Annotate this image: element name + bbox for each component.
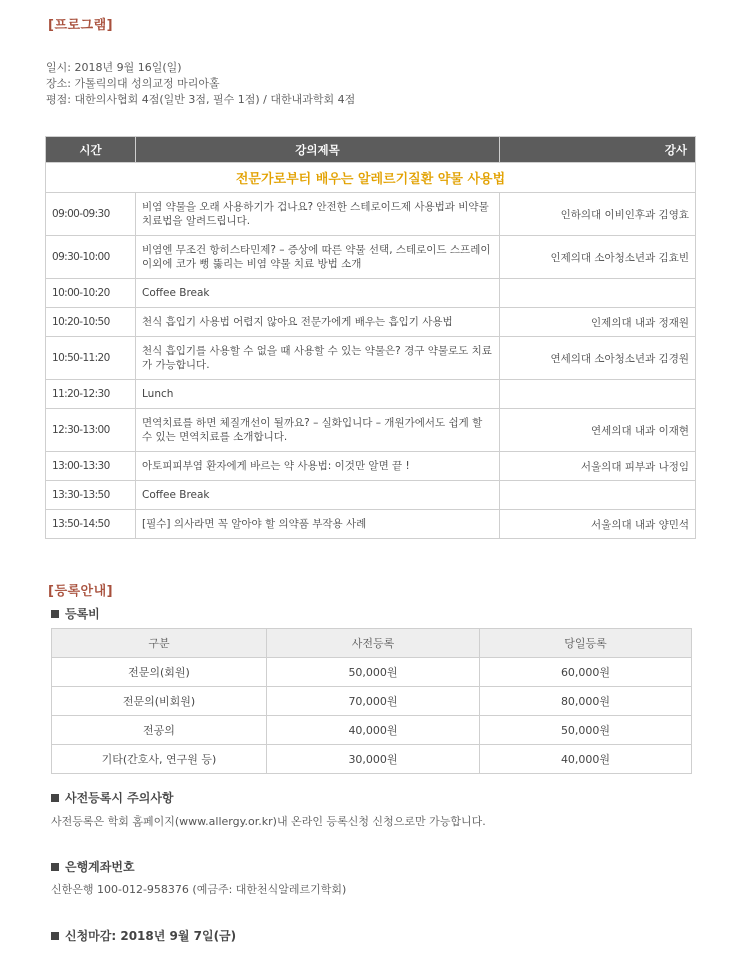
table-row bbox=[46, 481, 696, 510]
fee-category: 전공의 bbox=[52, 716, 267, 745]
table-row bbox=[46, 337, 696, 380]
table-row bbox=[46, 236, 696, 279]
bank-heading bbox=[51, 858, 135, 875]
row-speaker: 연세의대 소아청소년과 김경원 bbox=[500, 337, 696, 380]
table-row bbox=[46, 193, 696, 236]
fee-table bbox=[51, 628, 692, 774]
fee-pre: 30,000원 bbox=[267, 745, 480, 774]
row-title: Lunch bbox=[136, 380, 500, 409]
col-speaker-header: 강사 bbox=[500, 137, 696, 163]
row-speaker bbox=[500, 481, 696, 510]
notice-heading-label: 사전등록시 주의사항 bbox=[65, 791, 174, 805]
notice-heading bbox=[51, 789, 174, 806]
fee-onsite: 60,000원 bbox=[480, 658, 692, 687]
fee-col-category: 구분 bbox=[52, 629, 267, 658]
col-title-header: 강의제목 bbox=[136, 137, 500, 163]
table-row bbox=[46, 409, 696, 452]
row-title: Coffee Break bbox=[136, 481, 500, 510]
event-info bbox=[46, 60, 355, 108]
row-title: 비염엔 무조건 항히스타민제? – 증상에 따른 약물 선택, 스테로이드 스프레이 이외에 코가 뻥 뚫리는 비염 약물 치료 방법 소개 bbox=[136, 236, 500, 279]
col-time-header: 시간 bbox=[46, 137, 136, 163]
fee-heading bbox=[51, 605, 100, 622]
row-time: 13:00-13:30 bbox=[46, 452, 136, 481]
row-time: 11:20-12:30 bbox=[46, 380, 136, 409]
deadline-heading bbox=[51, 927, 236, 944]
fee-pre: 70,000원 bbox=[267, 687, 480, 716]
row-title: Coffee Break bbox=[136, 279, 500, 308]
program-heading: [프로그램] bbox=[48, 18, 114, 33]
fee-onsite: 50,000원 bbox=[480, 716, 692, 745]
square-bullet-icon bbox=[51, 794, 59, 802]
square-bullet-icon bbox=[51, 863, 59, 871]
fee-col-pre: 사전등록 bbox=[267, 629, 480, 658]
row-speaker: 인하의대 이비인후과 김영효 bbox=[500, 193, 696, 236]
row-title: [필수] 의사라면 꼭 알아야 할 의약품 부작용 사례 bbox=[136, 510, 500, 539]
session-title-row bbox=[46, 163, 696, 193]
fee-heading-label: 등록비 bbox=[65, 607, 100, 621]
event-credits: 평점: 대한의사협회 4점(일반 3점, 필수 1점) / 대한내과학회 4점 bbox=[46, 93, 356, 106]
table-row bbox=[46, 510, 696, 539]
fee-onsite: 80,000원 bbox=[480, 687, 692, 716]
row-speaker bbox=[500, 279, 696, 308]
registration-heading: [등록안내] bbox=[48, 584, 114, 599]
fee-col-onsite: 당일등록 bbox=[480, 629, 692, 658]
session-title: 전문가로부터 배우는 알레르기질환 약물 사용법 bbox=[46, 163, 696, 193]
row-title: 천식 흡입기 사용법 어렵지 않아요 전문가에게 배우는 흡입기 사용법 bbox=[136, 308, 500, 337]
square-bullet-icon bbox=[51, 610, 59, 618]
row-title: 천식 흡입기를 사용할 수 없을 때 사용할 수 있는 약물은? 경구 약물로도 치료가 가능합니다. bbox=[136, 337, 500, 380]
bank-text: 신한은행 100-012-958376 (예금주: 대한천식알레르기학회) bbox=[51, 883, 347, 896]
fee-pre: 50,000원 bbox=[267, 658, 480, 687]
row-time: 10:50-11:20 bbox=[46, 337, 136, 380]
row-speaker bbox=[500, 380, 696, 409]
row-time: 10:20-10:50 bbox=[46, 308, 136, 337]
program-table-header bbox=[46, 137, 696, 163]
fee-onsite: 40,000원 bbox=[480, 745, 692, 774]
fee-pre: 40,000원 bbox=[267, 716, 480, 745]
row-time: 13:50-14:50 bbox=[46, 510, 136, 539]
event-venue: 장소: 가톨릭의대 성의교정 마리아홀 bbox=[46, 77, 220, 90]
deadline-heading-label: 신청마감: 2018년 9월 7일(금) bbox=[65, 929, 237, 943]
row-speaker: 인제의대 내과 정재원 bbox=[500, 308, 696, 337]
table-row bbox=[46, 308, 696, 337]
row-speaker: 연세의대 내과 이재현 bbox=[500, 409, 696, 452]
fee-category: 전문의(회원) bbox=[52, 658, 267, 687]
fee-category: 기타(간호사, 연구원 등) bbox=[52, 745, 267, 774]
square-bullet-icon bbox=[51, 932, 59, 940]
fee-row bbox=[52, 716, 692, 745]
row-speaker: 서울의대 내과 양민석 bbox=[500, 510, 696, 539]
row-time: 10:00-10:20 bbox=[46, 279, 136, 308]
row-title: 아토피피부염 환자에게 바르는 약 사용법: 이것만 알면 끝 ! bbox=[136, 452, 500, 481]
row-title: 비염 약물을 오래 사용하기가 겁나요? 안전한 스테로이드제 사용법과 비약물 치료법을 알려드립니다. bbox=[136, 193, 500, 236]
fee-row bbox=[52, 687, 692, 716]
table-row bbox=[46, 452, 696, 481]
program-table bbox=[45, 136, 696, 539]
row-time: 09:30-10:00 bbox=[46, 236, 136, 279]
row-title: 면역치료를 하면 체질개선이 될까요? – 실화입니다 – 개원가에서도 쉽게 할 수 있는 면역치료를 소개합니다. bbox=[136, 409, 500, 452]
fee-table-header bbox=[52, 629, 692, 658]
notice-text: 사전등록은 학회 홈페이지(www.allergy.or.kr)내 온라인 등록신청 신청으로만 가능합니다. bbox=[51, 815, 486, 828]
table-row bbox=[46, 380, 696, 409]
row-time: 13:30-13:50 bbox=[46, 481, 136, 510]
table-row bbox=[46, 279, 696, 308]
event-date: 일시: 2018년 9월 16일(일) bbox=[46, 61, 182, 74]
row-speaker: 인제의대 소아청소년과 김효빈 bbox=[500, 236, 696, 279]
row-time: 12:30-13:00 bbox=[46, 409, 136, 452]
fee-row bbox=[52, 658, 692, 687]
row-time: 09:00-09:30 bbox=[46, 193, 136, 236]
bank-heading-label: 은행계좌번호 bbox=[65, 860, 135, 874]
row-speaker: 서울의대 피부과 나정임 bbox=[500, 452, 696, 481]
fee-category: 전문의(비회원) bbox=[52, 687, 267, 716]
fee-row bbox=[52, 745, 692, 774]
